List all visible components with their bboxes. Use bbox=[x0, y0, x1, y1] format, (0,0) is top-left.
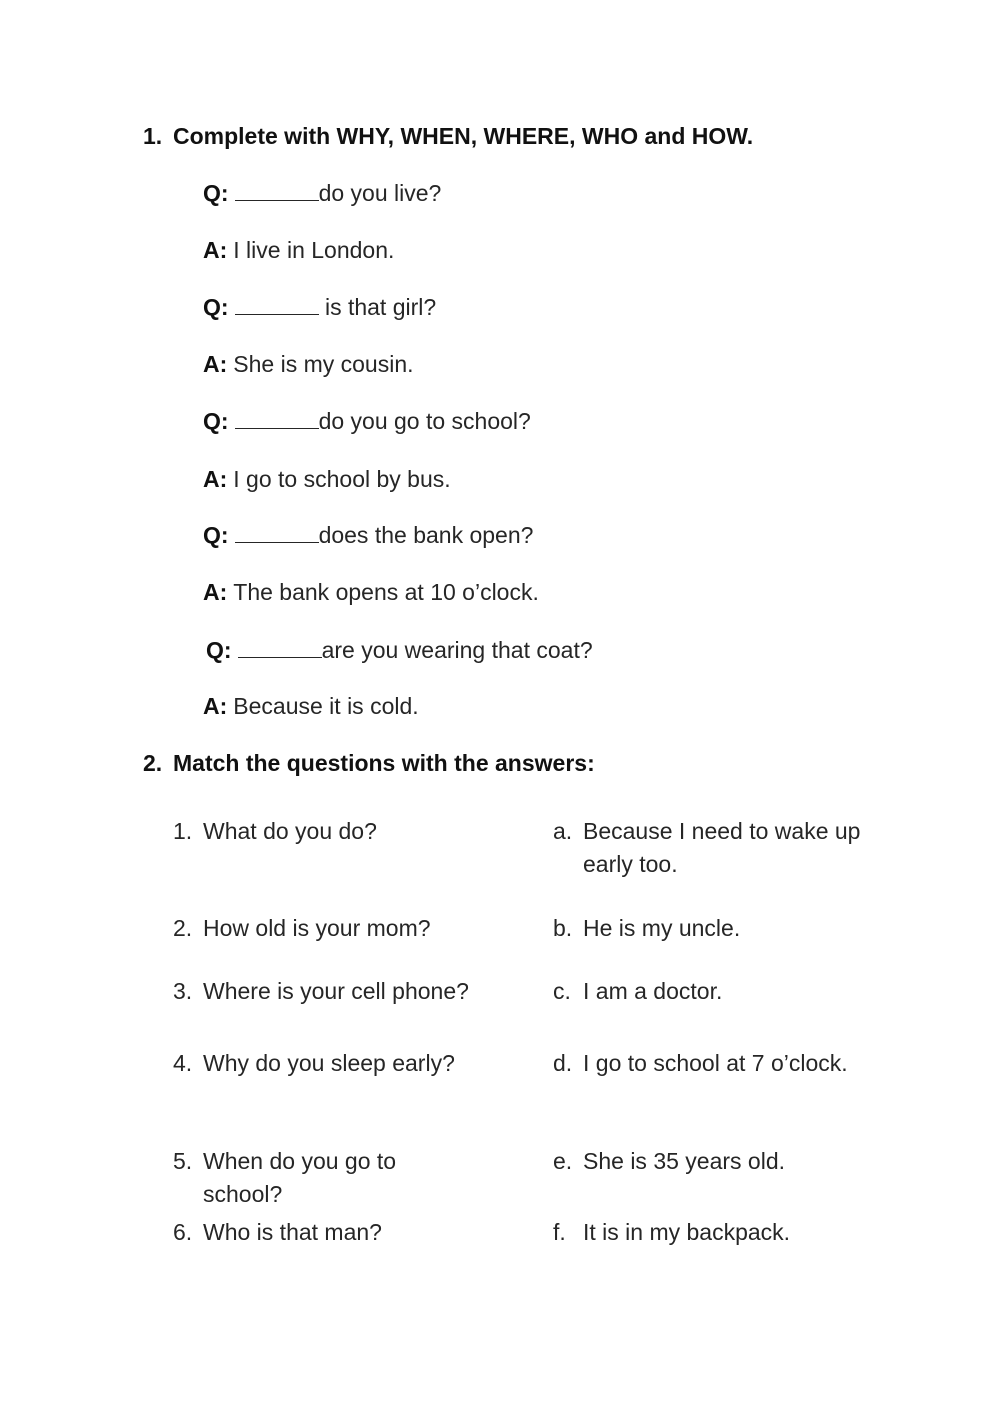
question-text: are you wearing that coat? bbox=[321, 637, 593, 663]
section-1-heading bbox=[143, 123, 753, 150]
answer-text: It is in my backpack. bbox=[583, 1219, 791, 1245]
question-tag: Q: bbox=[203, 522, 229, 548]
answer-text: He is my uncle. bbox=[583, 915, 741, 941]
answer-text: I am a doctor. bbox=[583, 978, 723, 1004]
section-2-heading bbox=[143, 750, 595, 777]
answer-tag: A: bbox=[203, 693, 228, 719]
answer-marker: b. bbox=[553, 915, 573, 941]
question-text: Who is that man? bbox=[203, 1219, 382, 1245]
answer-tag: A: bbox=[203, 466, 228, 492]
question-marker: 4. bbox=[173, 1050, 193, 1076]
answer-text: Because it is cold. bbox=[233, 693, 419, 719]
answer-marker: a. bbox=[553, 818, 573, 844]
answer-text: I go to school by bus. bbox=[233, 466, 451, 492]
question-marker: 5. bbox=[173, 1148, 193, 1174]
question-text: Why do you sleep early? bbox=[203, 1050, 455, 1076]
section-1-title: Complete with WHY, WHEN, WHERE, WHO and HOW. bbox=[173, 123, 754, 149]
question-text: do you go to school? bbox=[318, 408, 531, 434]
answer-marker: f. bbox=[553, 1219, 566, 1245]
answer-marker: e. bbox=[553, 1148, 573, 1174]
answer-marker: d. bbox=[553, 1050, 573, 1076]
question-text: do you live? bbox=[318, 180, 442, 206]
answer-blank[interactable] bbox=[235, 296, 319, 315]
question-text: Where is your cell phone? bbox=[203, 978, 469, 1004]
answer-blank[interactable] bbox=[238, 639, 322, 658]
answer-tag: A: bbox=[203, 579, 228, 605]
question-text: When do you go to school? bbox=[203, 1148, 397, 1207]
question-tag: Q: bbox=[203, 408, 229, 434]
question-marker: 6. bbox=[173, 1219, 193, 1245]
answer-text: I go to school at 7 o’clock. bbox=[583, 1050, 848, 1076]
question-tag: Q: bbox=[203, 180, 229, 206]
answer-text: She is my cousin. bbox=[233, 351, 414, 377]
question-text: is that girl? bbox=[324, 294, 437, 320]
answer-marker: c. bbox=[553, 978, 571, 1004]
answer-blank[interactable] bbox=[235, 182, 319, 201]
question-marker: 2. bbox=[173, 915, 193, 941]
question-marker: 3. bbox=[173, 978, 193, 1004]
qa-line-answer-3 bbox=[203, 466, 451, 493]
question-marker: 1. bbox=[173, 818, 193, 844]
question-text: What do you do? bbox=[203, 818, 377, 844]
answer-text: The bank opens at 10 o’clock. bbox=[233, 579, 539, 605]
question-text: does the bank open? bbox=[318, 522, 534, 548]
qa-line-answer-2 bbox=[203, 351, 414, 378]
question-text: How old is your mom? bbox=[203, 915, 431, 941]
qa-line-answer-4 bbox=[203, 579, 539, 606]
answer-tag: A: bbox=[203, 351, 228, 377]
section-2-title: Match the questions with the answers: bbox=[173, 750, 595, 776]
answer-tag: A: bbox=[203, 237, 228, 263]
answer-text: Because I need to wake up early too. bbox=[583, 818, 861, 877]
section-1-number: 1. bbox=[143, 123, 163, 149]
qa-line-answer-5 bbox=[203, 693, 419, 720]
qa-line-question-5 bbox=[206, 637, 593, 664]
qa-line-question-3 bbox=[203, 408, 531, 435]
answer-text: She is 35 years old. bbox=[583, 1148, 786, 1174]
question-tag: Q: bbox=[203, 294, 229, 320]
qa-line-question-2 bbox=[203, 294, 436, 321]
question-tag: Q: bbox=[206, 637, 232, 663]
answer-blank[interactable] bbox=[235, 524, 319, 543]
qa-line-question-1 bbox=[203, 180, 441, 207]
qa-line-answer-1 bbox=[203, 237, 394, 264]
section-2-number: 2. bbox=[143, 750, 163, 776]
answer-text: I live in London. bbox=[233, 237, 395, 263]
qa-line-question-4 bbox=[203, 522, 533, 549]
answer-blank[interactable] bbox=[235, 410, 319, 429]
